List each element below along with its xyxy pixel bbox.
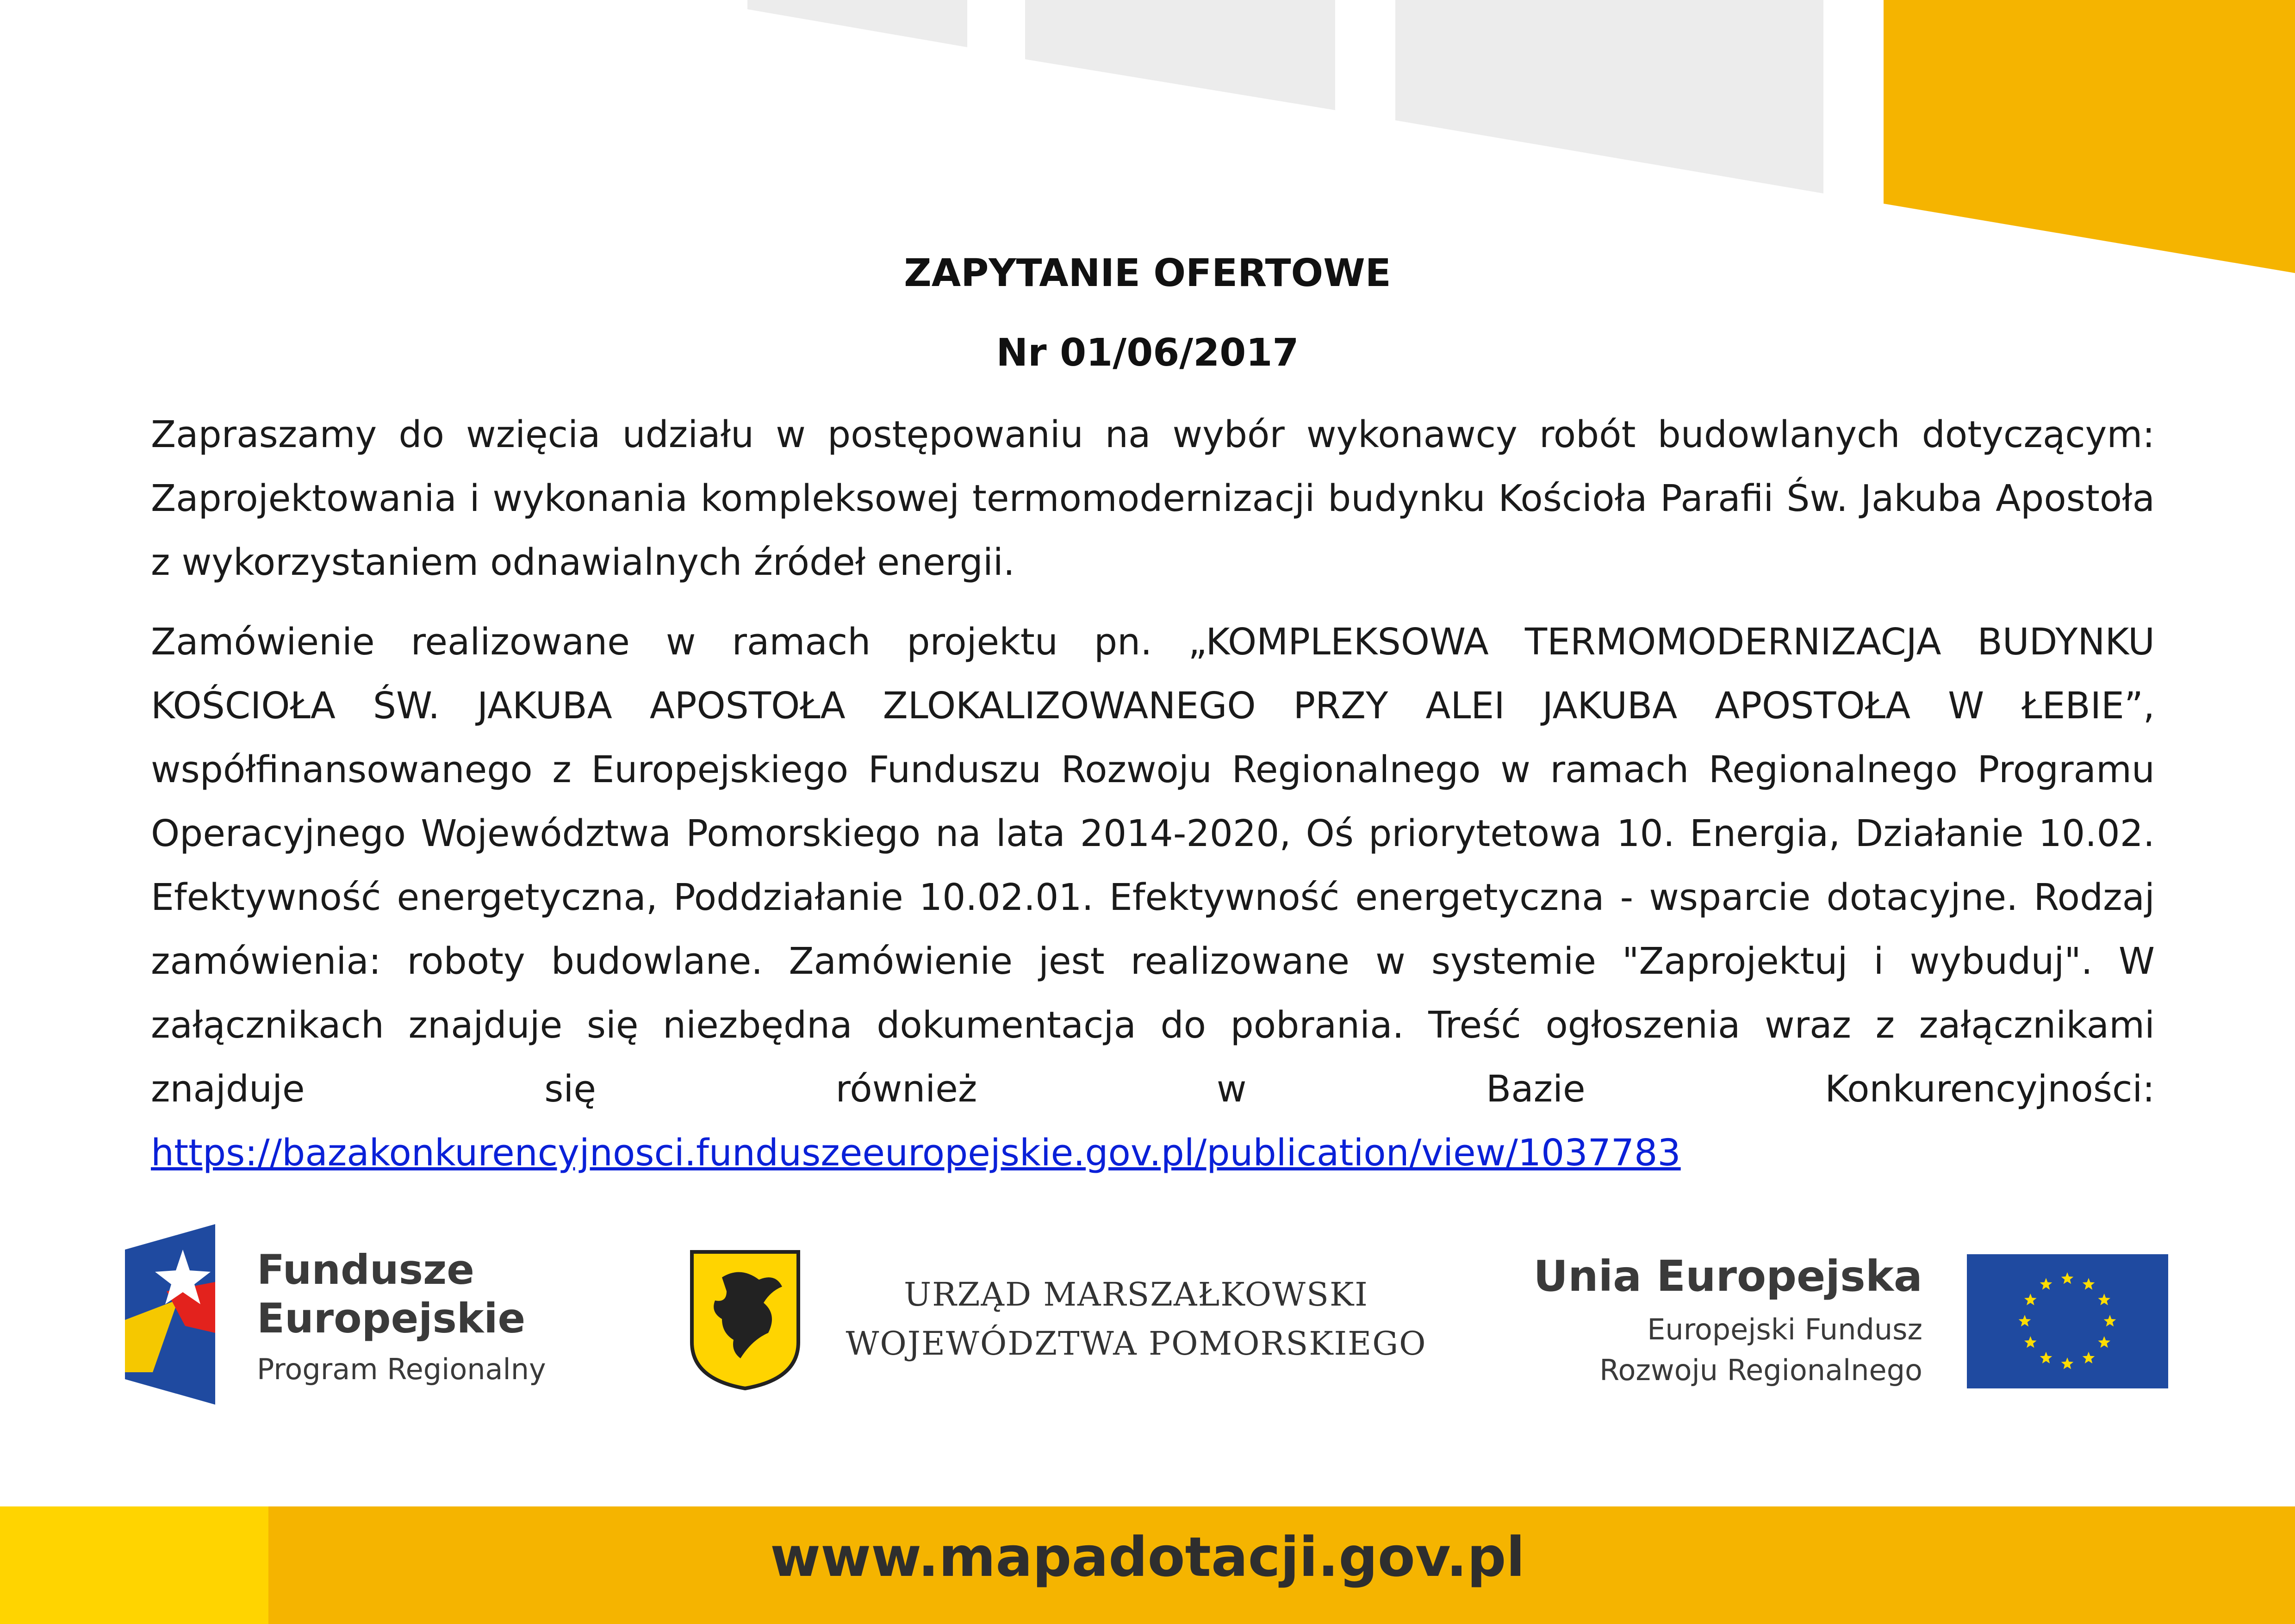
ue-logo-text-line1: Unia Europejska (1533, 1251, 1922, 1301)
ue-logo-text-line3: Rozwoju Regionalnego (1599, 1353, 1922, 1387)
top-yellow-corner (1884, 0, 2295, 273)
fe-logo-text-line3: Program Regionalny (257, 1352, 546, 1386)
fundusze-europejskie-logo (125, 1224, 215, 1405)
footer-url: www.mapadotacji.gov.pl (770, 1525, 1525, 1589)
competition-base-link[interactable]: https://bazakonkurencyjnosci.funduszeeuropejskie.gov.pl/publication/view/1037783 (151, 1132, 1681, 1174)
fe-logo-text-line2: Europejskie (257, 1294, 526, 1342)
urzad-logo-text-line1: URZĄD MARSZAŁKOWSKI (904, 1276, 1368, 1313)
urzad-logo-text-line2: WOJEWÓDZTWA POMORSKIEGO (846, 1325, 1427, 1363)
top-gray-stripe-2 (1025, 0, 1335, 110)
document-title: ZAPYTANIE OFERTOWE (904, 251, 1391, 295)
pomorskie-coat-of-arms-icon (692, 1252, 798, 1388)
ue-logo-text-line2: Europejski Fundusz (1647, 1313, 1922, 1346)
fe-logo-text-line1: Fundusze (257, 1246, 474, 1294)
intro-paragraph: Zapraszamy do wzięcia udziału w postępowaniu na wybór wykonawcy robót budowlanych dotyczącym: Zaprojektowania i wykonania kompleksowej termomodernizacji budynku Kościoła Parafii Św. Jakuba Apostoła z wykorzystaniem odnawialnych źródeł energii. (151, 413, 2155, 584)
body-paragraph (151, 610, 2155, 1185)
top-gray-stripe-3 (1395, 0, 1823, 193)
body-text: Zamówienie realizowane w ramach projektu pn. „KOMPLEKSOWA TERMOMODERNIZACJA BUDYNKU KOŚCIOŁA ŚW. JAKUBA APOSTOŁA ZLOKALIZOWANEGO PRZY ALEI JAKUBA APOSTOŁA W ŁEBIE”, współfinansowanego z Europejskiego Funduszu Rozwoju Regionalnego w ramach Regionalnego Programu Operacyjnego Województwa Pomorskiego na lata 2014-2020, Oś priorytetowa 10. Energia, Działanie 10.02. Efektywność energetyczna, Poddziałanie 10.02.01. Efektywność energetyczna - wsparcie dotacyjne. Rodzaj zamówienia: roboty budowlane. Zamówienie jest realizowane w systemie "Zaprojektuj i wybuduj". W załącznikach znajduje się niezbędna dokumentacja do pobrania. Treść ogłoszenia wraz z załącznikami znajduje się również w Bazie Konkurencyjności: (151, 621, 2155, 1110)
eu-flag-icon (1967, 1254, 2168, 1388)
document-number: Nr 01/06/2017 (996, 331, 1299, 375)
top-gray-stripe-1 (747, 0, 967, 47)
